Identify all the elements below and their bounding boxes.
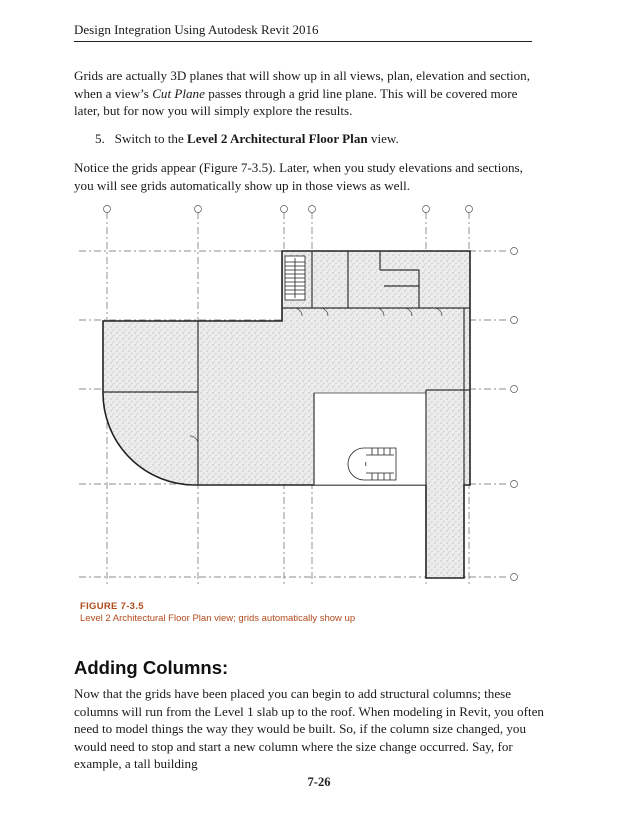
north-stair xyxy=(285,256,305,300)
header-rule xyxy=(74,41,532,42)
grid-bubble xyxy=(466,206,473,213)
floor-plan-figure xyxy=(74,200,534,590)
grid-bubble xyxy=(281,206,288,213)
para1-text-b: passes through a grid line plane. This will be covered more later, but for now you will simply explore the results. xyxy=(74,85,518,118)
grid-bubble xyxy=(511,248,518,255)
paragraph-notice: Notice the grids appear (Figure 7-3.5). Later, when you study elevations and sections, you will see grids automatically show up in those views as well. xyxy=(74,160,523,193)
cut-plane-term: Cut Plane xyxy=(152,85,205,101)
figure-caption: Level 2 Architectural Floor Plan view; grids automatically show up xyxy=(80,613,356,624)
step-5 xyxy=(95,131,399,147)
figure-label: FIGURE 7-3.5 xyxy=(80,601,144,612)
step-text-b: view. xyxy=(367,131,399,146)
paragraph-grids-intro xyxy=(74,67,544,120)
section-heading: Adding Columns: xyxy=(74,657,229,678)
section-body: Now that the grids have been placed you can begin to add structural columns; these columns will run from the Level 1 slab up to the roof. When modeling in Revit, you often need to model things the way they would be built. So, if the column size changed, you would need to stop and start a new column where the size change occurred. Say, for example, a tall building xyxy=(74,686,544,771)
central-stair xyxy=(348,448,396,480)
grid-bubble xyxy=(195,206,202,213)
grid-bubble xyxy=(511,386,518,393)
step-text-a: Switch to the xyxy=(114,131,188,146)
view-name: Level 2 Architectural Floor Plan xyxy=(187,131,368,146)
grid-bubble xyxy=(309,206,316,213)
grid-bubble xyxy=(423,206,430,213)
step-number: 5. xyxy=(95,131,105,146)
running-header: Design Integration Using Autodesk Revit 2016 xyxy=(74,22,319,37)
para1-text-a: Grids are actually 3D planes that will show up in all views, plan, elevation and section, when a view’s xyxy=(74,68,530,101)
grid-bubble xyxy=(511,317,518,324)
grid-bubble xyxy=(511,481,518,488)
page-number: 7-26 xyxy=(307,775,331,789)
grid-bubble xyxy=(511,574,518,581)
grid-bubble xyxy=(104,206,111,213)
